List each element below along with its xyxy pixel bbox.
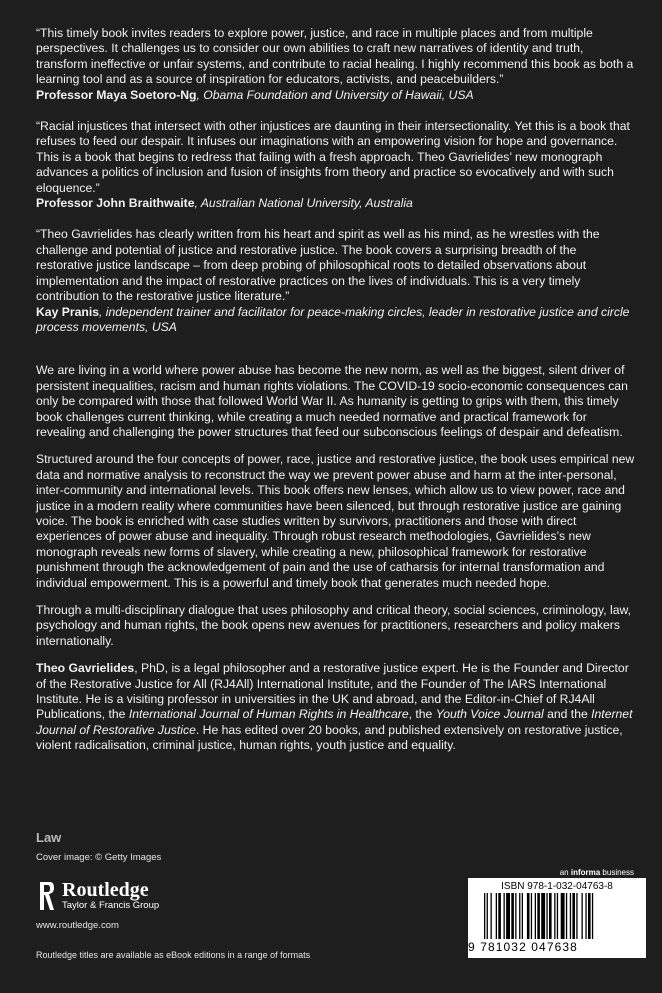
barcode-bar: [585, 893, 586, 939]
endorsement-3: [36, 227, 636, 335]
barcode-bar: [527, 893, 530, 939]
barcode-bar: [491, 893, 492, 939]
barcode-bar: [546, 893, 547, 939]
back-cover-content: [36, 26, 636, 766]
barcode-bar: [487, 893, 488, 939]
barcode-bar: [484, 893, 485, 939]
publisher-name: Routledge: [62, 879, 149, 901]
description-paragraph: We are living in a world where power abuse has become the new norm, as well as the biggest, silent driver of persistent inequalities, racism and human rights violations. The COVID-19 socio-economic consequences can only be compared with those that followed World War II. As humanity is getting to grips with them, this timely book challenges current thinking, while creating a much needed normative and practical framework for revealing and challenging the power structures that feed our subconscious feelings of despair and defeatism.: [36, 363, 628, 439]
endorsement-2: [36, 119, 636, 211]
barcode-bars: [480, 893, 634, 939]
ebook-note: Routledge titles are available as eBook editions in a range of formats: [36, 950, 311, 960]
barcode-bar: [588, 893, 591, 939]
barcode-bar: [572, 893, 575, 939]
endorsement-attribution: [36, 88, 636, 103]
publisher-group: Taylor & Francis Group: [62, 900, 160, 911]
barcode-bar: [576, 893, 577, 939]
barcode-bar: [496, 893, 497, 939]
endorsement-quote: “Racial injustices that intersect with other injustices are daunting in their intersectionality. Yet this is a book that refuses to feed our despair. It infuses our imaginations with an empowering vision for hope and governance. This is a book that begins to redress that failing with a fresh approach. Theo Gavrielides’ new monograph advances a politics of inclusion and fusion of insights from theory and practice so evocatively and with such eloquence.”: [36, 119, 630, 195]
barcode-bar: [541, 893, 545, 939]
endorsement-attribution: [36, 196, 636, 211]
endorsement-quote: “This timely book invites readers to explore power, justice, and race in multiple places and from multiple perspectives. It challenges us to consider our own abilities to craft new narratives of identity and truth, transform ineffective or unfair systems, and contribute to racial healing. I highly recommend this book as both a learning tool and as a source of inspiration for educators, activists, and peacebuilders.”: [36, 26, 634, 87]
endorser-affiliation: , independent trainer and facilitator for peace-making circles, leader in restorative justice and circle process movements, USA: [36, 304, 630, 334]
author-bio: Theo Gavrielides, PhD, is a legal philosopher and a restorative justice expert. He is the Founder and Director of the Restorative Justice for All (RJ4All) International Institute, and the Founder of The IARS International Institute. He is a visiting professor in universities in the UK and abroad, and the Editor-in-Chief of RJ4All Publications, the International Journal of Human Rights in Healthcare, the Youth Voice Journal and the Internet Journal of Restorative Justice. He has edited over 20 books, and published extensively on restorative justice, violent radicalisation, criminal justice, human rights, youth justice and equality.: [36, 661, 633, 753]
barcode-bar: [570, 893, 571, 939]
barcode-bar: [498, 893, 501, 939]
barcode-bar: [511, 893, 514, 939]
endorser-name: Professor Maya Soetoro-Ng: [36, 87, 197, 102]
endorser-affiliation: , Obama Foundation and University of Hawaii, USA: [196, 87, 474, 102]
description-paragraph: Structured around the four concepts of power, race, justice and restorative justice, the book uses empirical new data and normative analysis to reconstruct the way we prevent power abuse and harm at the inter-personal, inter-community and international levels. This book offers new lenses, which allow us to view power, race and justice in a modern reality where communities have been silenced, but through restorative justice are gaining voice. The book is enriched with case studies written by survivors, practitioners and those with direct experiences of power abuse and inequality. Through robust research methodologies, Gavrielides’s new monograph reveals new forms of slavery, while creating a new, philosophical framework for restorative punishment through the acknowledgement of pain and the use of catharsis for internal transformation and individual empowerment. This is a powerful and timely book that generates much needed hope.: [36, 452, 635, 590]
barcode-bar: [506, 893, 510, 939]
isbn-barcode: [468, 878, 646, 958]
barcode-bar: [561, 893, 565, 939]
barcode-bar: [566, 893, 567, 939]
endorser-name: Kay Pranis: [36, 304, 100, 319]
barcode-bar: [519, 893, 520, 939]
barcode-bar: [504, 893, 505, 939]
publisher-url[interactable]: www.routledge.com: [36, 920, 119, 931]
barcode-bar: [549, 893, 552, 939]
endorser-name: Professor John Braithwaite: [36, 196, 195, 211]
endorser-affiliation: , Australian National University, Australia: [194, 196, 413, 211]
subject-category: Law: [36, 830, 62, 845]
barcode-bar: [531, 893, 532, 939]
isbn-label: ISBN 978-1-032-04763-8: [501, 881, 613, 892]
barcode-bar: [592, 893, 593, 939]
isbn-digits: 9 781032 047638: [468, 940, 578, 954]
author-name: Theo Gavrielides: [36, 661, 135, 676]
endorsement-1: [36, 26, 636, 103]
publisher-logo: [36, 880, 159, 912]
endorsement-quote: “Theo Gavrielides has clearly written from his heart and spirit as well as his mind, as he wrestles with the challenge and potential of justice and restorative justice. The book covers a surprising breadth of the restorative justice landscape – from deep probing of philosophical roots to detailed observations about implementation and the impact of restorative practices on the lives of individuals. This is a very timely contribution to the restorative justice literature.”: [36, 227, 600, 304]
cover-image-credit: Cover image: © Getty Images: [36, 852, 162, 863]
barcode-bar: [535, 893, 536, 939]
barcode-bar: [537, 893, 540, 939]
barcode-bar: [582, 893, 583, 939]
routledge-logo-icon: [36, 880, 56, 912]
barcode-bar: [557, 893, 558, 939]
barcode-bar: [522, 893, 523, 939]
barcode-bar: [515, 893, 516, 939]
description-paragraph: Through a multi-disciplinary dialogue that uses philosophy and critical theory, social sciences, criminology, law, psychology and human rights, the book opens new avenues for practitioners, researchers and policy makers internationally.: [36, 603, 631, 648]
barcode-bar: [554, 893, 555, 939]
informa-tagline: an informa business: [559, 868, 634, 877]
endorsement-attribution: [36, 305, 636, 336]
